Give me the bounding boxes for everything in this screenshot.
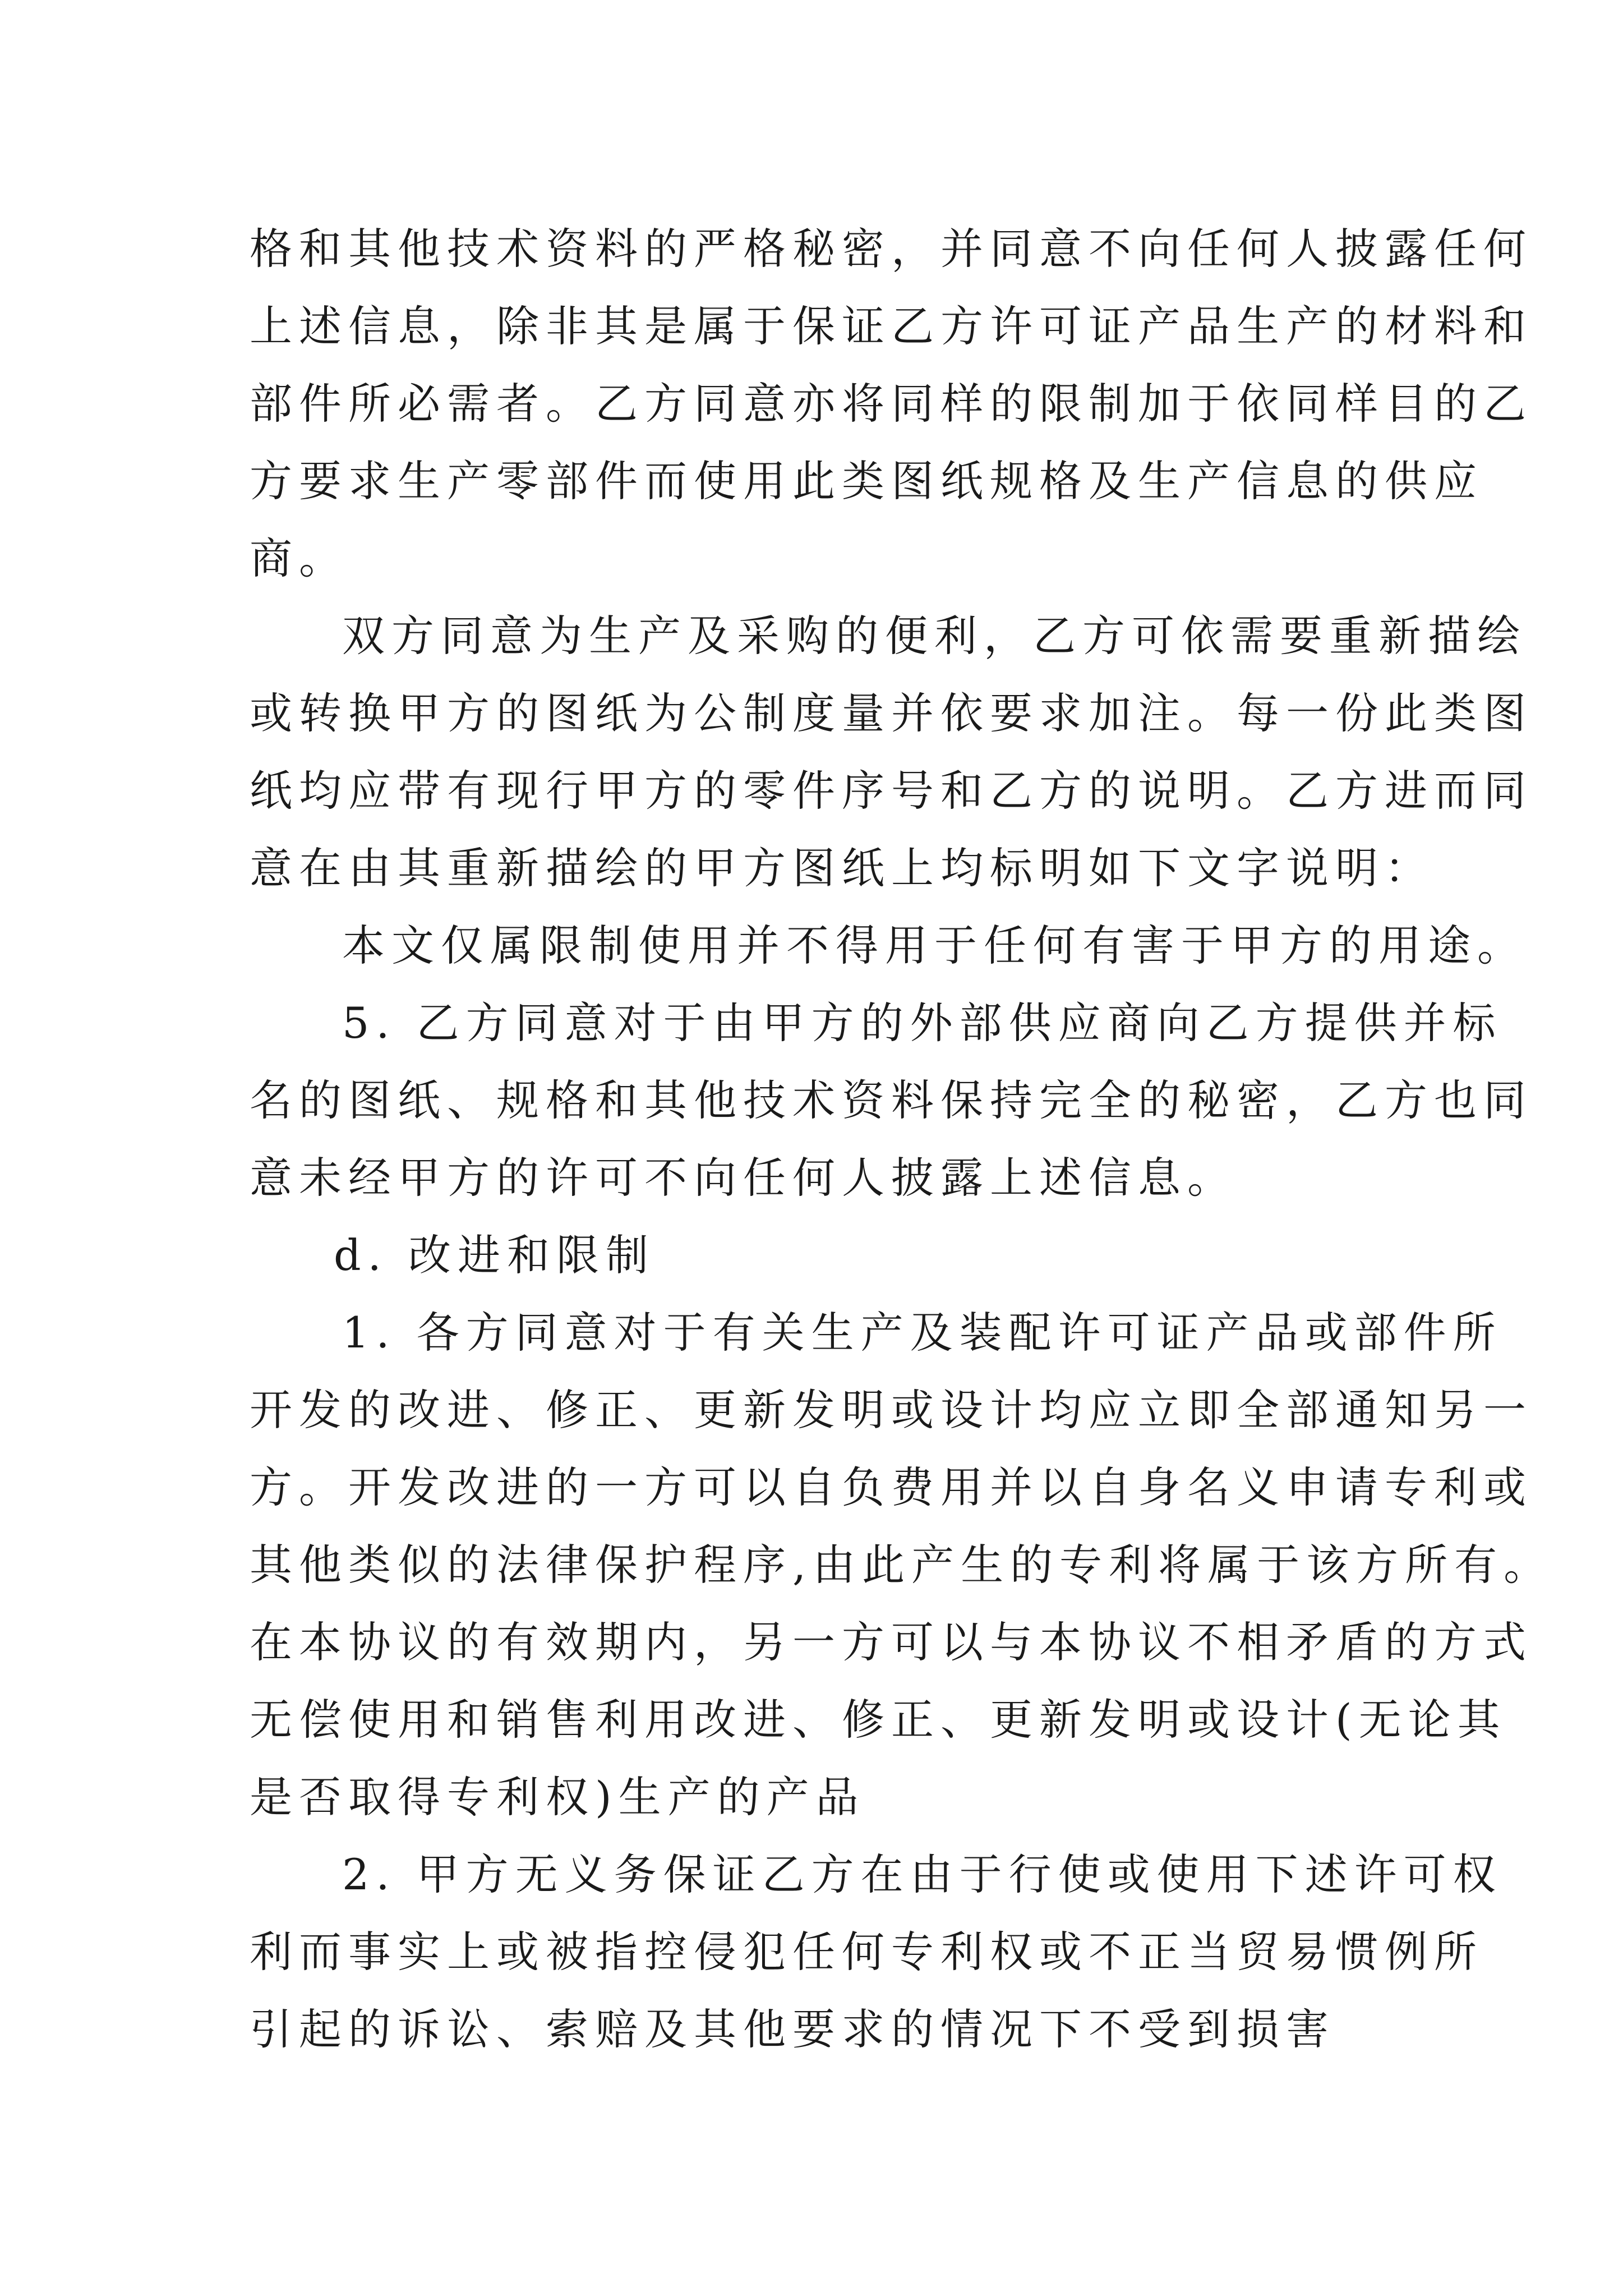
quoted-notice-line: 本文仅属限制使用并不得用于任何有害于甲方的用途。 <box>342 921 1527 970</box>
text-line: 利而事实上或被指控侵犯任何专利权或不正当贸易惯例所 <box>250 1927 1483 1977</box>
text-line: 纸均应带有现行甲方的零件序号和乙方的说明。乙方进而同 <box>250 766 1533 816</box>
text-line: 或转换甲方的图纸为公制度量并依要求加注。每一份此类图 <box>250 688 1533 738</box>
text-line: 格和其他技术资料的严格秘密，并同意不向任何人披露任何 <box>250 224 1533 274</box>
clause-1-start-line: 1. 各方同意对于有关生产及装配许可证产品或部件所 <box>342 1308 1502 1358</box>
clause-2-start-line: 2. 甲方无义务保证乙方在由于行使或使用下述许可权 <box>342 1849 1502 1899</box>
text-line: 开发的改进、修正、更新发明或设计均应立即全部通知另一 <box>250 1385 1533 1435</box>
text-line: 方要求生产零部件而使用此类图纸规格及生产信息的供应 <box>250 456 1483 506</box>
text-line: 方。开发改进的一方可以自负费用并以自身名义申请专利或 <box>250 1462 1533 1512</box>
text-line: 引起的诉讼、索赔及其他要求的情况下不受到损害 <box>250 2004 1335 2054</box>
text-line: 无偿使用和销售利用改进、修正、更新发明或设计(无论其 <box>250 1695 1507 1745</box>
section-heading: d. 改进和限制 <box>334 1230 655 1280</box>
document-body <box>250 210 1553 2068</box>
text-line: 商。 <box>250 533 348 583</box>
clause-5-start-line: 5. 乙方同意对于由甲方的外部供应商向乙方提供并标 <box>342 998 1502 1048</box>
paragraph-start-line: 双方同意为生产及采购的便利，乙方可依需要重新描绘 <box>342 611 1527 661</box>
text-line: 意未经甲方的许可不向任何人披露上述信息。 <box>250 1153 1237 1203</box>
text-line: 是否取得专利权)生产的产品 <box>250 1772 865 1822</box>
text-line: 名的图纸、规格和其他技术资料保持完全的秘密，乙方也同 <box>250 1075 1533 1125</box>
text-line: 上述信息，除非其是属于保证乙方许可证产品生产的材料和 <box>250 301 1533 351</box>
text-line: 在本协议的有效期内，另一方可以与本协议不相矛盾的方式 <box>250 1617 1533 1667</box>
text-line: 意在由其重新描绘的甲方图纸上均标明如下文字说明： <box>250 843 1434 893</box>
text-line: 部件所必需者。乙方同意亦将同样的限制加于依同样目的乙 <box>250 379 1533 429</box>
text-line: 其他类似的法律保护程序,由此产生的专利将属于该方所有。 <box>250 1540 1553 1590</box>
